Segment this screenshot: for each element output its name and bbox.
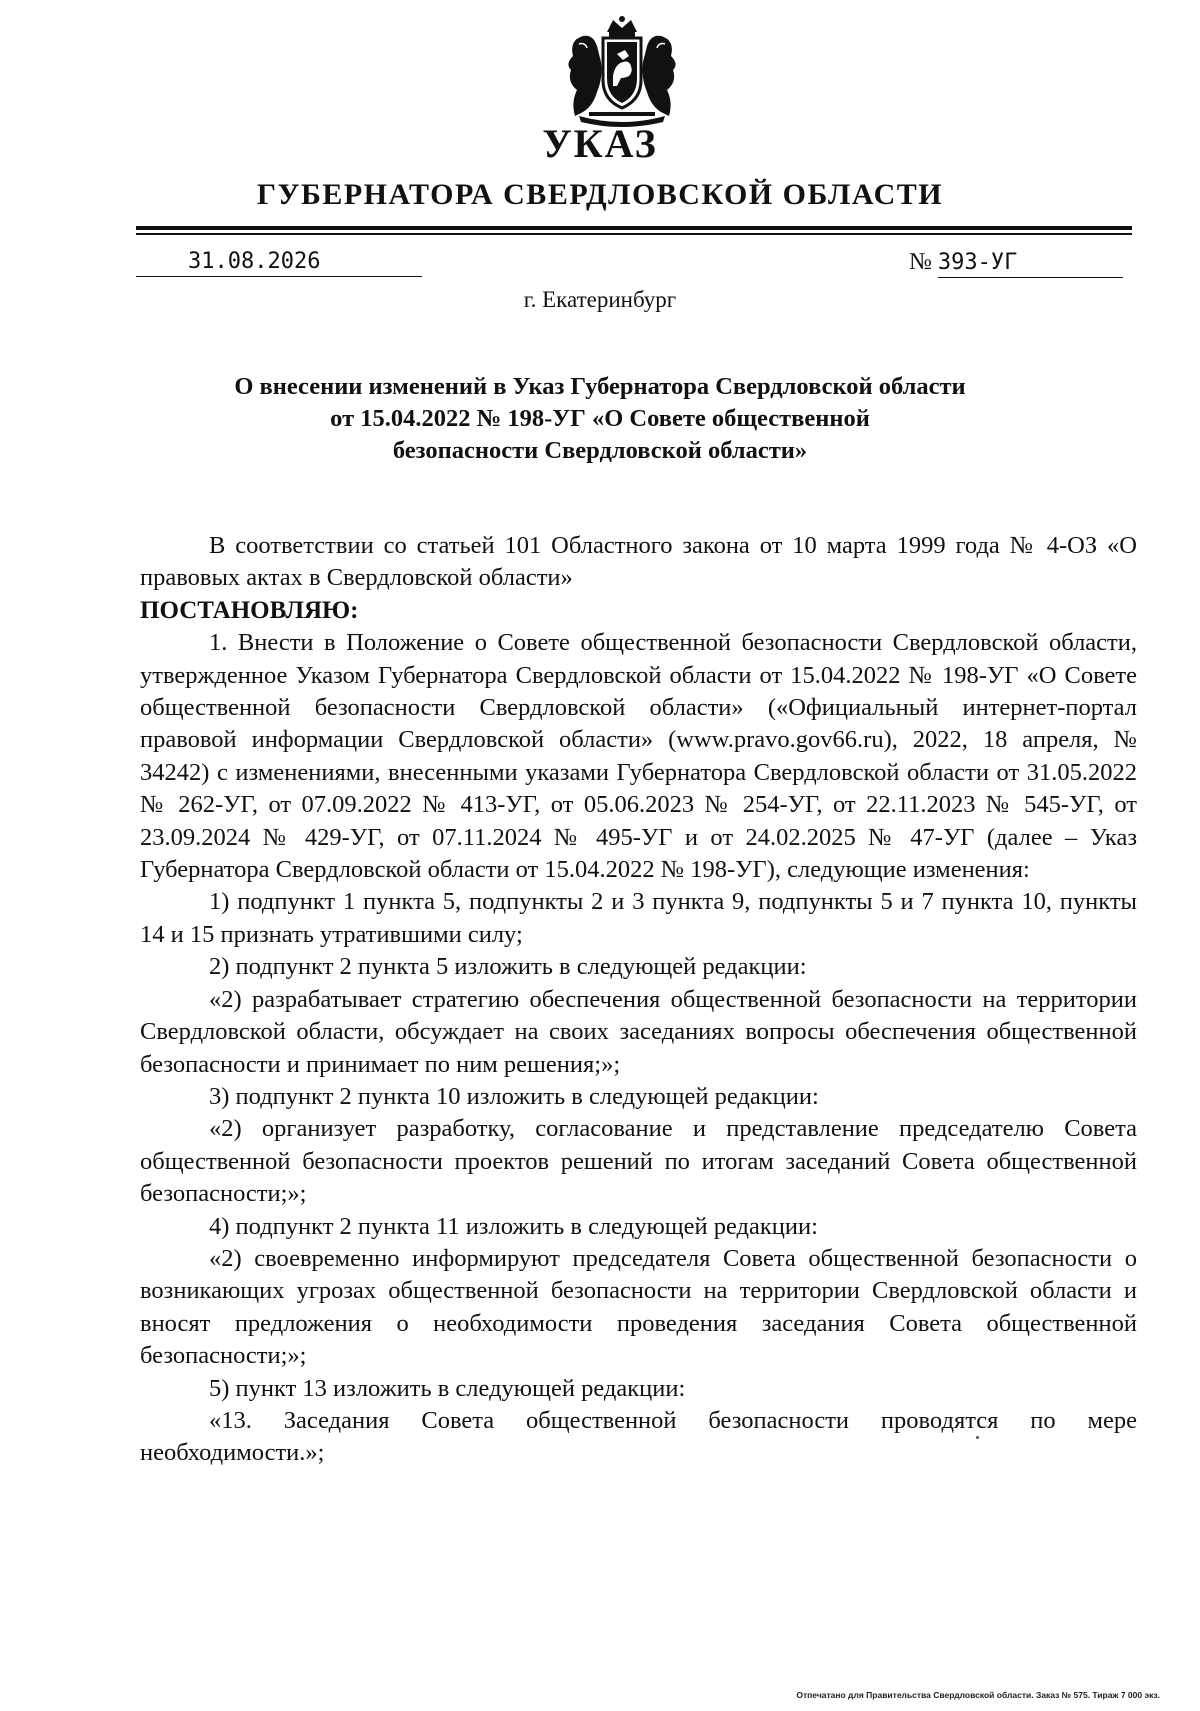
header-divider-thick [136, 226, 1132, 230]
subitem-2-quote: «2) разрабатывает стратегию обеспечения общественной безопасности на территории Свердловской области, обсуждает на своих заседаниях вопросы обеспечения общественной безопасности и принимает по ним решения;»; [140, 985, 1137, 1078]
number-sign: № [909, 249, 932, 275]
decree-word: ПОСТАНОВЛЯЮ: [140, 596, 359, 624]
print-run-note: Отпечатано для Правительства Свердловской области. Заказ № 575. Тираж 7 000 экз. [796, 1690, 1160, 1700]
scan-speck [976, 1436, 979, 1439]
header-divider-thin [136, 233, 1132, 235]
decree-number-block [909, 249, 1132, 278]
document-type-title: УКАЗ [542, 121, 658, 166]
subitem-3-quote: «2) организует разработку, согласование и представление председателю Совета общественной безопасности проектов решений по итогам заседаний Совета общественной безопасности;»; [140, 1115, 1137, 1208]
decree-date: 31.08.2026 [136, 249, 422, 277]
issuer-subtitle: ГУБЕРНАТОРА СВЕРДЛОВСКОЙ ОБЛАСТИ [256, 178, 944, 211]
document-heading [140, 371, 1060, 467]
subitem-2-paragraph: 2) подпункт 2 пункта 5 изложить в следующей редакции: [209, 953, 807, 981]
document-body [140, 530, 1137, 1470]
subitem-5-paragraph: 5) пункт 13 изложить в следующей редакции: [209, 1374, 686, 1402]
document-heading-line: О внесении изменений в Указ Губернатора Свердловской области [234, 373, 966, 400]
subitem-4-paragraph: 4) подпункт 2 пункта 11 изложить в следующей редакции: [209, 1212, 818, 1240]
document-heading-line: от 15.04.2022 № 198-УГ «О Совете общественной [330, 405, 870, 432]
subitem-1-paragraph: 1) подпункт 1 пункта 5, подпункты 2 и 3 пункта 9, подпункты 5 и 7 пункта 10, пункты 14 и 15 признать утратившими силу; [140, 888, 1137, 948]
document-heading-line: безопасности Свердловской области» [392, 437, 808, 464]
decree-number: 393-УГ [938, 250, 1123, 278]
subitem-3-paragraph: 3) подпункт 2 пункта 10 изложить в следующей редакции: [209, 1082, 819, 1110]
subitem-4-quote: «2) своевременно информируют председателя Совета общественной безопасности о возникающих угрозах общественной безопасности на территории Свердловской области и вносят предложения о необходимости проведения заседания Совета общественной безопасности;»; [140, 1244, 1137, 1370]
coat-of-arms-icon [563, 16, 681, 128]
issue-city: г. Екатеринбург [523, 287, 677, 312]
preamble-paragraph: В соответствии со статьей 101 Областного закона от 10 марта 1999 года № 4-ОЗ «О правовых актах в Свердловской области» [140, 532, 1137, 592]
item-1-paragraph: 1. Внести в Положение о Совете общественной безопасности Свердловской области, утвержденное Указом Губернатора Свердловской области от 15.04.2022 № 198-УГ «О Совете общественной безопасности Свердловской области» («Официальный интернет-портал правовой информации Свердловской области» (www.pravo.gov66.ru), 2022, 18 апреля, № 34242) с изменениями, внесенными указами Губернатора Свердловской области от 31.05.2022 № 262-УГ, от 07.09.2022 № 413-УГ, от 05.06.2023 № 254-УГ, от 22.11.2023 № 545-УГ, от 23.09.2024 № 429-УГ, от 07.11.2024 № 495-УГ и от 24.02.2025 № 47-УГ (далее – Указ Губернатора Свердловской области от 15.04.2022 № 198-УГ), следующие изменения: [140, 629, 1137, 884]
subitem-5-quote: «13. Заседания Совета общественной безопасности проводятся по мере необходимости.»; [140, 1406, 1137, 1467]
